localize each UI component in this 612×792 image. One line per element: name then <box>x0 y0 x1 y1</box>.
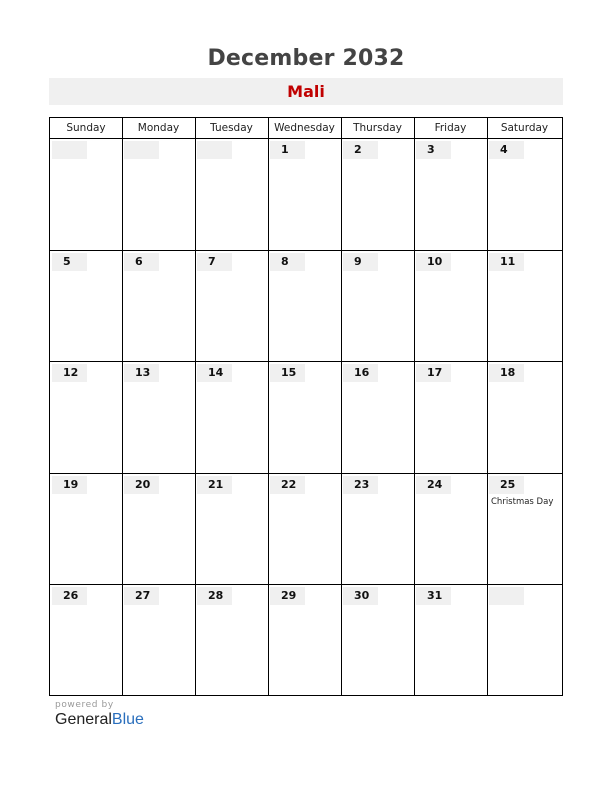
day-cell-22[interactable] <box>268 474 341 586</box>
weekday-wednesday: Wednesday <box>274 122 335 134</box>
week-row <box>50 139 562 251</box>
day-cell-28[interactable] <box>195 585 268 697</box>
empty-day-marker <box>124 141 159 159</box>
day-cell-29[interactable] <box>268 585 341 697</box>
day-cell-25[interactable] <box>487 474 562 586</box>
weekday-sunday: Sunday <box>66 122 106 134</box>
day-number: 20 <box>124 476 159 494</box>
day-cell-3[interactable] <box>414 139 487 251</box>
week-row <box>50 474 562 586</box>
day-cell-18[interactable] <box>487 362 562 474</box>
country-band <box>49 78 563 105</box>
day-cell-23[interactable] <box>341 474 414 586</box>
footer <box>55 700 144 729</box>
day-number: 11 <box>489 253 524 271</box>
day-number: 26 <box>52 587 87 605</box>
week-divider <box>50 584 562 585</box>
empty-day-cell <box>50 139 122 251</box>
day-number: 7 <box>197 253 232 271</box>
day-cell-7[interactable] <box>195 251 268 363</box>
day-number: 14 <box>197 364 232 382</box>
day-number: 25 <box>489 476 524 494</box>
week-divider <box>50 473 562 474</box>
day-number: 3 <box>416 141 451 159</box>
day-cell-14[interactable] <box>195 362 268 474</box>
day-cell-17[interactable] <box>414 362 487 474</box>
day-number: 9 <box>343 253 378 271</box>
weekday-thursday: Thursday <box>353 122 402 134</box>
brand-general-text: General <box>55 711 112 728</box>
day-cell-26[interactable] <box>50 585 122 697</box>
week-row <box>50 585 562 697</box>
day-number: 8 <box>270 253 305 271</box>
day-cell-30[interactable] <box>341 585 414 697</box>
week-divider <box>50 361 562 362</box>
calendar-grid <box>49 117 563 696</box>
day-cell-27[interactable] <box>122 585 195 697</box>
brand-blue-text: Blue <box>111 711 144 728</box>
day-cell-4[interactable] <box>487 139 562 251</box>
day-cell-15[interactable] <box>268 362 341 474</box>
weekday-tuesday: Tuesday <box>210 122 253 134</box>
calendar-title: December 2032 <box>207 46 405 71</box>
generalblue-logo[interactable] <box>55 711 144 729</box>
day-number: 29 <box>270 587 305 605</box>
day-number: 17 <box>416 364 451 382</box>
day-number: 19 <box>52 476 87 494</box>
day-number: 30 <box>343 587 378 605</box>
empty-day-cell <box>487 585 562 697</box>
day-number: 10 <box>416 253 451 271</box>
day-cell-31[interactable] <box>414 585 487 697</box>
week-divider <box>50 250 562 251</box>
day-cell-20[interactable] <box>122 474 195 586</box>
empty-day-cell <box>122 139 195 251</box>
day-number: 28 <box>197 587 232 605</box>
empty-day-marker <box>489 587 524 605</box>
day-cell-24[interactable] <box>414 474 487 586</box>
day-cell-1[interactable] <box>268 139 341 251</box>
day-cell-19[interactable] <box>50 474 122 586</box>
week-row <box>50 251 562 363</box>
day-number: 12 <box>52 364 87 382</box>
day-number: 31 <box>416 587 451 605</box>
day-number: 27 <box>124 587 159 605</box>
day-cell-8[interactable] <box>268 251 341 363</box>
day-cell-11[interactable] <box>487 251 562 363</box>
day-number: 22 <box>270 476 305 494</box>
powered-by-text: powered by <box>55 700 114 710</box>
weekday-friday: Friday <box>434 122 467 134</box>
day-cell-10[interactable] <box>414 251 487 363</box>
day-number: 2 <box>343 141 378 159</box>
day-number: 13 <box>124 364 159 382</box>
week-row <box>50 362 562 474</box>
weekday-header-row <box>50 118 562 139</box>
day-cell-16[interactable] <box>341 362 414 474</box>
day-number: 21 <box>197 476 232 494</box>
day-number: 16 <box>343 364 378 382</box>
day-cell-21[interactable] <box>195 474 268 586</box>
weekday-saturday: Saturday <box>500 122 549 134</box>
day-cell-5[interactable] <box>50 251 122 363</box>
day-cell-12[interactable] <box>50 362 122 474</box>
day-number: 15 <box>270 364 305 382</box>
day-cell-13[interactable] <box>122 362 195 474</box>
empty-day-marker <box>52 141 87 159</box>
day-number: 1 <box>270 141 305 159</box>
day-number: 6 <box>124 253 159 271</box>
day-cell-2[interactable] <box>341 139 414 251</box>
day-number: 18 <box>489 364 524 382</box>
empty-day-marker <box>197 141 232 159</box>
empty-day-cell <box>195 139 268 251</box>
day-number: 24 <box>416 476 451 494</box>
weekday-monday: Monday <box>137 122 180 134</box>
day-number: 4 <box>489 141 524 159</box>
day-number: 5 <box>52 253 87 271</box>
holiday-label: Christmas Day <box>491 496 554 507</box>
day-cell-6[interactable] <box>122 251 195 363</box>
country-name: Mali <box>287 82 325 101</box>
day-number: 23 <box>343 476 378 494</box>
day-cell-9[interactable] <box>341 251 414 363</box>
